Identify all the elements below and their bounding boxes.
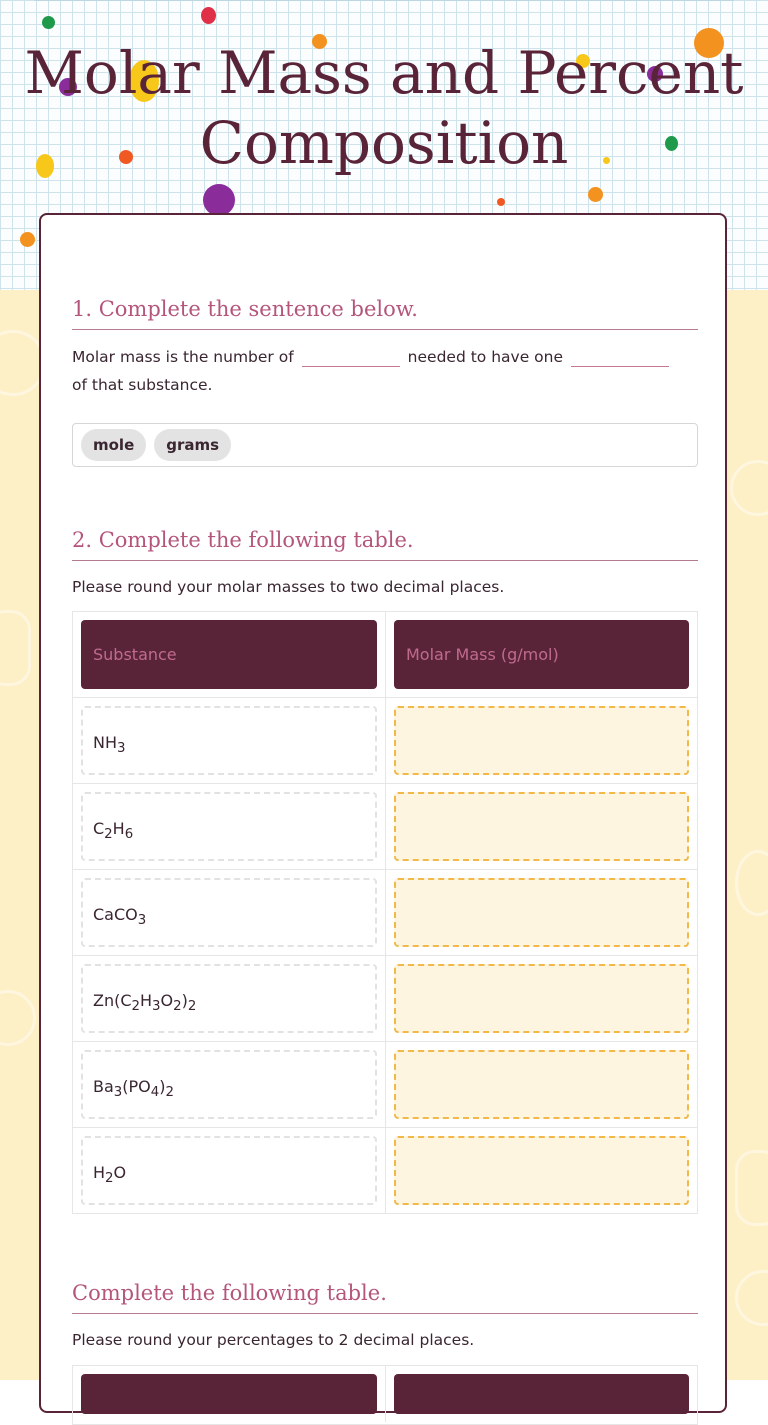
substance-cell [73, 784, 385, 869]
answer-cell [385, 956, 697, 1041]
formula-text: (PO [122, 1077, 151, 1096]
doodle-shape [735, 1150, 768, 1226]
column-header [81, 1374, 377, 1414]
table-row [73, 697, 697, 783]
column-header-molar-mass: Molar Mass (g/mol) [394, 620, 689, 689]
formula-text: H [112, 819, 125, 838]
table-header-row [73, 612, 697, 697]
formula-text: ) [181, 991, 188, 1010]
formula-text: ) [159, 1077, 166, 1096]
substance-cell [73, 698, 385, 783]
substance-cell [73, 956, 385, 1041]
answer-cell [385, 784, 697, 869]
formula-subscript: 4 [150, 1085, 160, 1101]
word-bank [72, 423, 698, 467]
formula-text: O [160, 991, 174, 1010]
answer-cell [385, 1128, 697, 1213]
word-chip[interactable]: mole [81, 429, 146, 461]
table-row [73, 783, 697, 869]
substance-cell [73, 1128, 385, 1213]
formula-subscript: 2 [173, 999, 182, 1015]
formula-subscript: 3 [117, 741, 126, 757]
formula-subscript: 2 [104, 827, 113, 843]
formula-subscript: 6 [124, 827, 134, 843]
blank-drop-zone[interactable] [302, 348, 400, 367]
formula-subscript: 2 [105, 1171, 114, 1187]
table-header-row [73, 1366, 697, 1422]
paint-splat [42, 16, 55, 29]
formula-text: Ba [93, 1077, 114, 1096]
molar-mass-table [72, 611, 698, 1214]
paint-splat [20, 232, 35, 247]
header-cell [73, 612, 385, 697]
header-cell [73, 1366, 385, 1422]
substance-label [81, 878, 377, 947]
formula-text: H [93, 1163, 106, 1182]
formula-text: H [140, 991, 153, 1010]
substance-label [81, 792, 377, 861]
doodle-circle [735, 850, 768, 916]
substance-label [81, 1050, 377, 1119]
answer-input[interactable] [394, 1050, 689, 1119]
blank-drop-zone[interactable] [571, 348, 669, 367]
formula-text: Zn(C [93, 991, 132, 1010]
paint-splat [203, 184, 235, 216]
answer-cell [385, 698, 697, 783]
substance-label [81, 1136, 377, 1205]
header-cell [385, 1366, 697, 1422]
section-2-instruction: Please round your molar masses to two decimal places. [72, 578, 505, 596]
header-divider [34, 0, 734, 1]
substance-label [81, 706, 377, 775]
answer-input[interactable] [394, 878, 689, 947]
section-2-heading: 2. Complete the following table. [72, 528, 698, 561]
doodle-circle [735, 1270, 768, 1326]
paint-splat [497, 198, 505, 206]
section-3-heading: Complete the following table. [72, 1281, 698, 1314]
answer-cell [385, 870, 697, 955]
answer-cell [385, 1042, 697, 1127]
table-row [73, 869, 697, 955]
formula-subscript: 3 [152, 999, 161, 1015]
answer-input[interactable] [394, 1136, 689, 1205]
paint-splat [588, 187, 603, 202]
section-3-instruction: Please round your percentages to 2 decimal places. [72, 1331, 475, 1349]
formula-subscript: 2 [187, 999, 197, 1015]
section-1-heading: 1. Complete the sentence below. [72, 297, 698, 330]
formula-text: C [93, 819, 105, 838]
answer-input[interactable] [394, 964, 689, 1033]
column-header [394, 1374, 689, 1414]
worksheet-card [39, 213, 727, 1413]
word-chip[interactable]: grams [154, 429, 231, 461]
column-header-substance: Substance [81, 620, 377, 689]
formula-subscript: 3 [113, 1085, 123, 1101]
formula-subscript: 3 [137, 913, 147, 929]
substance-cell [73, 870, 385, 955]
sentence-text: Molar mass is the number of [72, 348, 294, 366]
substance-cell [73, 1042, 385, 1127]
answer-input[interactable] [394, 706, 689, 775]
substance-label [81, 964, 377, 1033]
header-cell [385, 612, 697, 697]
percent-table [72, 1365, 698, 1425]
formula-subscript: 2 [131, 999, 140, 1015]
formula-subscript: 2 [165, 1085, 174, 1101]
formula-text: O [113, 1163, 127, 1182]
table-row [73, 1041, 697, 1127]
paint-splat [201, 7, 216, 24]
formula-text: NH [93, 733, 117, 752]
fill-in-sentence [72, 343, 698, 399]
table-row [73, 955, 697, 1041]
page-title: Molar Mass and Percent Composition [24, 39, 744, 177]
formula-text: CaCO [93, 905, 138, 924]
sentence-text: needed to have one [407, 348, 563, 366]
sentence-text: of that substance. [72, 376, 213, 394]
table-row [73, 1127, 697, 1213]
doodle-circle [0, 990, 36, 1046]
answer-input[interactable] [394, 792, 689, 861]
doodle-shape [0, 610, 31, 686]
doodle-circle [730, 460, 768, 516]
